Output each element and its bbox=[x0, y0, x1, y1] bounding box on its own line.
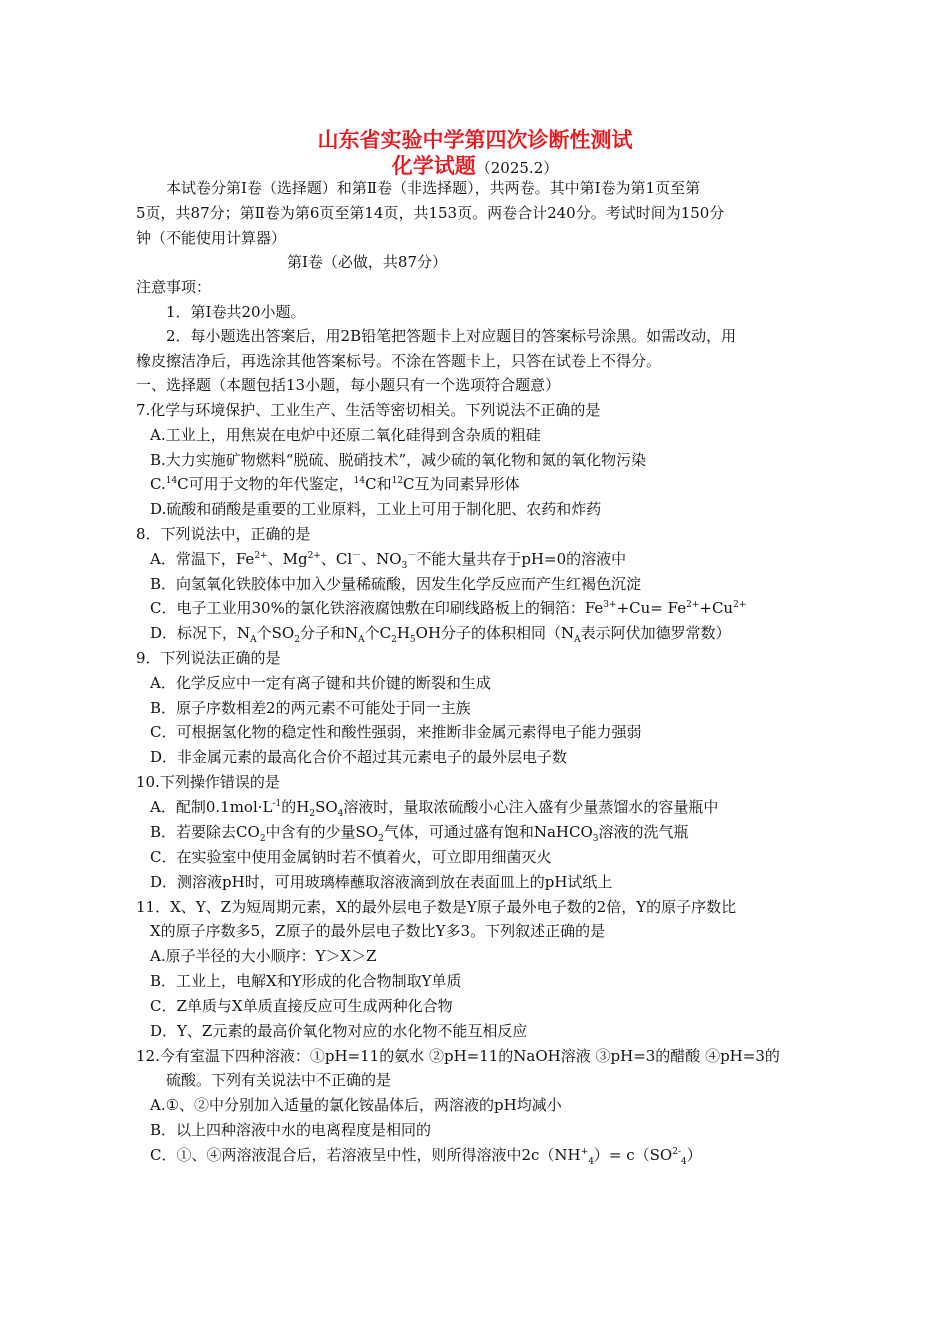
superscript: -1 bbox=[272, 799, 282, 809]
q9-option-d: D．非金属元素的最高化合价不超过其元素电子的最外层电子数 bbox=[150, 748, 568, 766]
part-heading: 一、选择题（本题包括13小题，每小题只有一个选项符合题意） bbox=[136, 376, 561, 394]
q8-option-c bbox=[150, 598, 746, 618]
text-run: 个C bbox=[364, 624, 392, 642]
q10-stem: 10.下列操作错误的是 bbox=[136, 773, 280, 791]
section-heading: 第Ⅰ卷（必做，共87分） bbox=[287, 253, 448, 271]
q8-stem: 8．下列说法中，正确的是 bbox=[136, 525, 311, 543]
exam-date: （2025.2） bbox=[475, 159, 559, 177]
superscript: － bbox=[352, 551, 362, 561]
text-run: C可用于文物的年代鉴定， bbox=[177, 475, 354, 493]
q9-option-c: C．可根据氢化物的稳定性和酸性强弱，来推断非金属元素得电子能力强弱 bbox=[150, 723, 642, 741]
subscript: 2 bbox=[378, 834, 384, 844]
q8-option-d bbox=[150, 623, 731, 643]
text-run: A．常温下，Fe bbox=[150, 550, 255, 568]
superscript: 14 bbox=[353, 476, 366, 486]
text-run: C. bbox=[150, 475, 166, 493]
q12-option-c bbox=[150, 1145, 702, 1165]
subscript: 5 bbox=[409, 635, 416, 645]
subscript: 4 bbox=[588, 1157, 594, 1167]
superscript: + bbox=[580, 1147, 589, 1157]
q12-option-a: A.①、②中分别加入适量的氯化铵晶体后，两溶液的pH均减小 bbox=[150, 1096, 562, 1114]
text-run: 溶液时，量取浓硫酸小心注入盛有少量蒸馏水的容量瓶中 bbox=[343, 798, 719, 816]
superscript: 12 bbox=[391, 476, 404, 486]
note-2-line-1: 2．每小题选出答案后，用2B铅笔把答题卡上对应题目的答案标号涂黑。如需改动，用 bbox=[166, 327, 737, 345]
q10-option-a bbox=[150, 797, 718, 817]
subscript: 3 bbox=[401, 561, 408, 571]
q9-option-a: A．化学反应中一定有离子键和共价键的断裂和生成 bbox=[150, 674, 491, 692]
intro-line-2: 5页，共87分；第Ⅱ卷为第6页至第14页，共153页。两卷合计240分。考试时间为150分 bbox=[136, 204, 725, 222]
text-run: 气体，可通过盛有饱和NaHCO bbox=[383, 823, 593, 841]
subscript: 2 bbox=[391, 635, 397, 645]
superscript: 2- bbox=[672, 1147, 682, 1157]
text-run: C．①、④两溶液混合后，若溶液呈中性，则所得溶液中2c（NH bbox=[150, 1146, 581, 1164]
exam-title: 山东省实验中学第四次诊断性测试 bbox=[317, 128, 633, 152]
text-run: D．标况下，N bbox=[150, 624, 251, 642]
text-run: 、Cl bbox=[320, 550, 353, 568]
q11-stem-line-2: X的原子序数多5，Z原子的最外层电子数比Y多3。下列叙述正确的是 bbox=[150, 922, 606, 940]
q12-stem-line-1: 12.今有室温下四种溶液：①pH=11的氨水 ②pH=11的NaOH溶液 ③pH=3的醋酸 ④pH=3的 bbox=[136, 1047, 780, 1065]
q10-option-c: C．在实验室中使用金属钠时若不慎着火，可立即用细菌灭火 bbox=[150, 848, 552, 866]
superscript: 3+ bbox=[603, 600, 617, 610]
q9-stem: 9．下列说法正确的是 bbox=[136, 649, 281, 667]
note-2-line-2: 橡皮擦洁净后，再选涂其他答案标号。不涂在答题卡上，只答在试卷上不得分。 bbox=[136, 352, 662, 370]
q11-option-a: A.原子半径的大小顺序：Y＞X＞Z bbox=[150, 947, 377, 965]
subscript: A bbox=[358, 635, 365, 645]
q12-option-b: B．以上四种溶液中水的电离程度是相同的 bbox=[150, 1121, 432, 1139]
superscript: 14 bbox=[165, 476, 178, 486]
text-run: 不能大量共存于pH=0的溶液中 bbox=[416, 550, 627, 568]
text-run: ） bbox=[686, 1146, 702, 1164]
q9-option-b: B．原子序数相差2的两元素不可能处于同一主族 bbox=[150, 699, 471, 717]
intro-line-3: 钟（不能使用计算器） bbox=[136, 229, 287, 247]
text-run: ）= c（SO bbox=[593, 1146, 673, 1164]
q11-option-b: B．工业上，电解X和Y形成的化合物制取Y单质 bbox=[150, 972, 462, 990]
subscript: A bbox=[574, 635, 581, 645]
subscript: A bbox=[250, 635, 257, 645]
q7-option-c bbox=[150, 474, 520, 494]
q7-option-b: B.大力实施矿物燃料“脱硫、脱硝技术”，减少硫的氧化物和氮的氧化物污染 bbox=[150, 451, 647, 469]
text-run: H bbox=[396, 624, 410, 642]
subscript: 2 bbox=[294, 635, 300, 645]
subscript: 2 bbox=[309, 809, 316, 819]
q7-stem: 7.化学与环境保护、工业生产、生活等密切相关。下列说法不正确的是 bbox=[136, 401, 601, 419]
text-run: 个SO bbox=[256, 624, 295, 642]
q8-option-b: B．向氢氧化铁胶体中加入少量稀硫酸，因发生化学反应而产生红褐色沉淀 bbox=[150, 575, 642, 593]
text-run: 中含有的少量SO bbox=[265, 823, 379, 841]
text-run: 分子和N bbox=[299, 624, 359, 642]
superscript: 2+ bbox=[307, 551, 321, 561]
superscript: 2+ bbox=[686, 600, 700, 610]
q8-option-a bbox=[150, 549, 626, 569]
superscript: 2+ bbox=[733, 600, 747, 610]
q7-option-a: A.工业上，用焦炭在电炉中还原二氧化硅得到含杂质的粗硅 bbox=[150, 426, 541, 444]
q11-stem-line-1: 11．X、Y、Z为短周期元素，X的最外层电子数是Y原子最外电子数的2倍，Y的原子序数比 bbox=[136, 898, 737, 916]
text-run: A．配制0.1mol·L bbox=[150, 798, 273, 816]
text-run: 溶液的洗气瓶 bbox=[598, 823, 689, 841]
text-run: 、Mg bbox=[267, 550, 308, 568]
text-run: 表示阿伏加德罗常数） bbox=[580, 624, 731, 642]
q11-option-c: C．Z单质与X单质直接反应可生成两种化合物 bbox=[150, 997, 453, 1015]
exam-subtitle bbox=[0, 150, 950, 180]
q10-option-d: D．测溶液pH时，可用玻璃棒蘸取溶液滴到放在表面皿上的pH试纸上 bbox=[150, 873, 613, 891]
text-run: C互为同素异形体 bbox=[403, 475, 520, 493]
subscript: 4 bbox=[337, 809, 344, 819]
subject-title: 化学试题 bbox=[391, 154, 476, 178]
text-run: 的H bbox=[281, 798, 310, 816]
q7-option-d: D.硫酸和硝酸是重要的工业原料，工业上可用于制化肥、农药和炸药 bbox=[150, 500, 602, 518]
subscript: 3 bbox=[592, 834, 599, 844]
text-run: +Cu bbox=[699, 599, 734, 617]
q10-option-b bbox=[150, 822, 689, 842]
text-run: SO bbox=[315, 798, 338, 816]
text-run: 、NO bbox=[361, 550, 402, 568]
subscript: 4 bbox=[681, 1157, 687, 1167]
superscript: 2+ bbox=[254, 551, 268, 561]
text-run: B．若要除去CO bbox=[150, 823, 260, 841]
text-run: C和 bbox=[365, 475, 392, 493]
text-run: +Cu= Fe bbox=[616, 599, 687, 617]
text-run: OH分子的体积相同（N bbox=[415, 624, 575, 642]
q11-option-d: D．Y、Z元素的最高价氧化物对应的水化物不能互相反应 bbox=[150, 1022, 528, 1040]
superscript: － bbox=[407, 551, 417, 561]
q12-stem-line-2: 硫酸。下列有关说法中不正确的是 bbox=[166, 1071, 392, 1089]
notes-title: 注意事项： bbox=[136, 278, 212, 296]
note-1: 1．第Ⅰ卷共20小题。 bbox=[166, 303, 306, 321]
subscript: 2 bbox=[259, 834, 266, 844]
intro-line-1: 本试卷分第Ⅰ卷（选择题）和第Ⅱ卷（非选择题），共两卷。其中第Ⅰ卷为第1页至第 bbox=[166, 179, 701, 197]
text-run: C．电子工业用30%的氯化铁溶液腐蚀敷在印刷线路板上的铜箔：Fe bbox=[150, 599, 604, 617]
